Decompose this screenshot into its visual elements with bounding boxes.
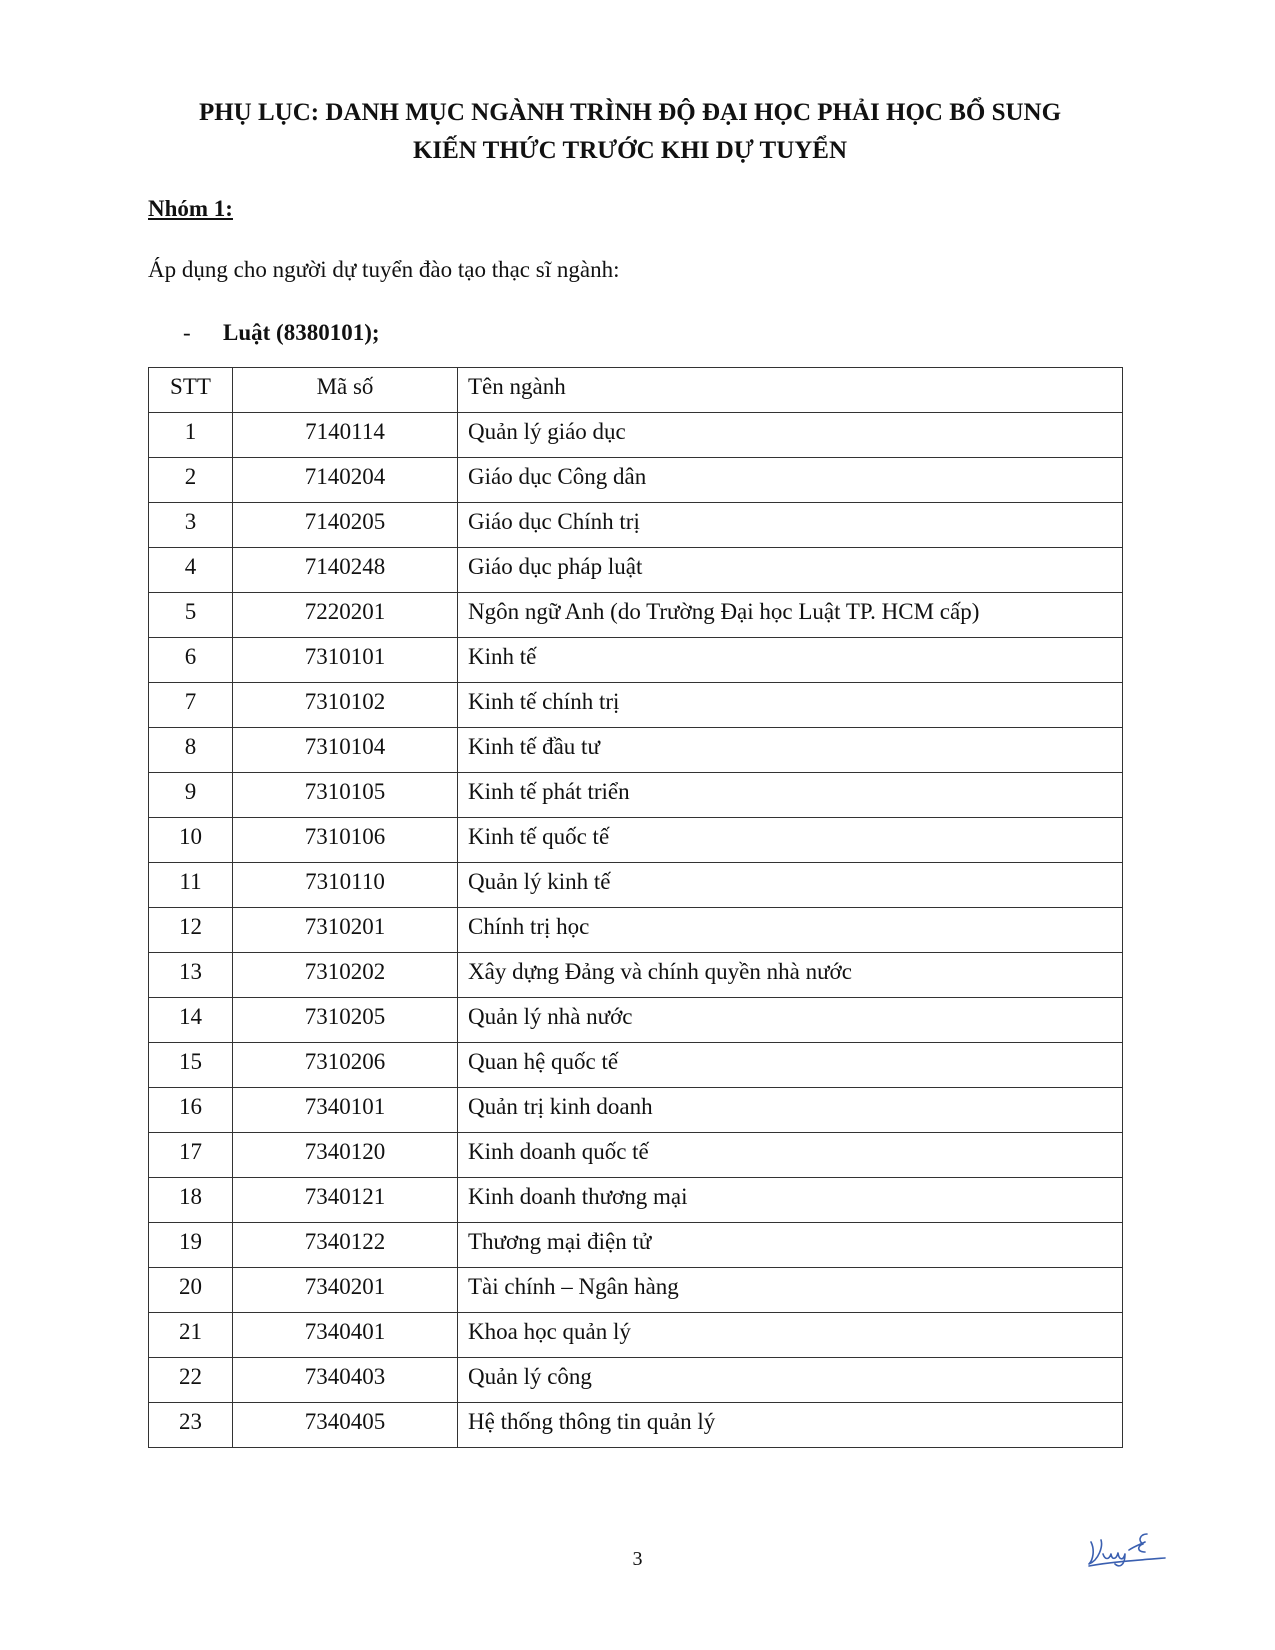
table-row — [149, 503, 1123, 548]
table-row — [149, 638, 1123, 683]
cell-code: 7310110 — [233, 863, 458, 908]
cell-name: Quản lý kinh tế — [458, 863, 1123, 908]
cell-stt: 19 — [149, 1223, 233, 1268]
cell-name: Kinh tế đầu tư — [458, 728, 1123, 773]
cell-name: Xây dựng Đảng và chính quyền nhà nước — [458, 953, 1123, 998]
cell-stt: 11 — [149, 863, 233, 908]
cell-name: Quản trị kinh doanh — [458, 1088, 1123, 1133]
cell-code: 7310102 — [233, 683, 458, 728]
cell-code: 7140248 — [233, 548, 458, 593]
table-row — [149, 548, 1123, 593]
cell-code: 7340101 — [233, 1088, 458, 1133]
cell-stt: 22 — [149, 1358, 233, 1403]
table-row — [149, 728, 1123, 773]
title-line-1: PHỤ LỤC: DANH MỤC NGÀNH TRÌNH ĐỘ ĐẠI HỌC PHẢI HỌC BỔ SUNG — [198, 99, 1062, 126]
cell-stt: 8 — [149, 728, 233, 773]
cell-name: Giáo dục pháp luật — [458, 548, 1123, 593]
table-row — [149, 1403, 1123, 1448]
majors-table — [148, 367, 1123, 1448]
cell-stt: 17 — [149, 1133, 233, 1178]
cell-stt: 20 — [149, 1268, 233, 1313]
cell-code: 7310106 — [233, 818, 458, 863]
cell-name: Chính trị học — [458, 908, 1123, 953]
table-header-row — [149, 368, 1123, 413]
table-row — [149, 458, 1123, 503]
document-title — [140, 94, 1120, 170]
header-stt: STT — [149, 368, 233, 413]
cell-code: 7310101 — [233, 638, 458, 683]
group-heading: Nhóm 1: — [148, 196, 233, 221]
table-row — [149, 908, 1123, 953]
cell-code: 7340201 — [233, 1268, 458, 1313]
table-row — [149, 1043, 1123, 1088]
table-row — [149, 998, 1123, 1043]
cell-name: Kinh doanh quốc tế — [458, 1133, 1123, 1178]
cell-stt: 5 — [149, 593, 233, 638]
table-row — [149, 863, 1123, 908]
title-line-2: KIẾN THỨC TRƯỚC KHI DỰ TUYỂN — [412, 137, 848, 164]
table-row — [149, 593, 1123, 638]
cell-stt: 10 — [149, 818, 233, 863]
signature-mark — [1085, 1520, 1167, 1570]
cell-name: Kinh tế chính trị — [458, 683, 1123, 728]
cell-name: Quản lý nhà nước — [458, 998, 1123, 1043]
cell-name: Quản lý giáo dục — [458, 413, 1123, 458]
cell-name: Kinh tế phát triển — [458, 773, 1123, 818]
table-row — [149, 953, 1123, 998]
cell-code: 7220201 — [233, 593, 458, 638]
table-row — [149, 1223, 1123, 1268]
header-name: Tên ngành — [458, 368, 1123, 413]
cell-stt: 18 — [149, 1178, 233, 1223]
cell-stt: 21 — [149, 1313, 233, 1358]
page-number: 3 — [632, 1548, 643, 1570]
cell-code: 7340121 — [233, 1178, 458, 1223]
cell-name: Giáo dục Công dân — [458, 458, 1123, 503]
cell-name: Kinh tế — [458, 638, 1123, 683]
cell-stt: 23 — [149, 1403, 233, 1448]
table-row — [149, 1313, 1123, 1358]
cell-name: Quan hệ quốc tế — [458, 1043, 1123, 1088]
cell-name: Hệ thống thông tin quản lý — [458, 1403, 1123, 1448]
cell-code: 7340403 — [233, 1358, 458, 1403]
cell-name: Giáo dục Chính trị — [458, 503, 1123, 548]
cell-stt: 7 — [149, 683, 233, 728]
cell-code: 7340120 — [233, 1133, 458, 1178]
cell-name: Quản lý công — [458, 1358, 1123, 1403]
bullet-item — [183, 320, 380, 346]
header-code: Mã số — [233, 368, 458, 413]
cell-code: 7310104 — [233, 728, 458, 773]
cell-stt: 14 — [149, 998, 233, 1043]
table-row — [149, 1268, 1123, 1313]
table-row — [149, 1088, 1123, 1133]
cell-code: 7340405 — [233, 1403, 458, 1448]
cell-stt: 2 — [149, 458, 233, 503]
cell-code: 7310105 — [233, 773, 458, 818]
bullet-dash: - — [183, 320, 191, 345]
cell-name: Tài chính – Ngân hàng — [458, 1268, 1123, 1313]
cell-code: 7340401 — [233, 1313, 458, 1358]
cell-code: 7310202 — [233, 953, 458, 998]
table-body — [149, 413, 1123, 1448]
cell-code: 7310205 — [233, 998, 458, 1043]
cell-name: Kinh tế quốc tế — [458, 818, 1123, 863]
cell-stt: 4 — [149, 548, 233, 593]
bullet-text: Luật (8380101); — [223, 320, 380, 345]
cell-name: Ngôn ngữ Anh (do Trường Đại học Luật TP. HCM cấp) — [458, 593, 1123, 638]
cell-name: Khoa học quản lý — [458, 1313, 1123, 1358]
cell-code: 7310206 — [233, 1043, 458, 1088]
cell-code: 7340122 — [233, 1223, 458, 1268]
cell-code: 7140204 — [233, 458, 458, 503]
cell-code: 7140205 — [233, 503, 458, 548]
table-row — [149, 683, 1123, 728]
table-row — [149, 1358, 1123, 1403]
cell-stt: 16 — [149, 1088, 233, 1133]
table-row — [149, 1178, 1123, 1223]
cell-name: Kinh doanh thương mại — [458, 1178, 1123, 1223]
table-row — [149, 773, 1123, 818]
cell-code: 7140114 — [233, 413, 458, 458]
cell-stt: 9 — [149, 773, 233, 818]
cell-name: Thương mại điện tử — [458, 1223, 1123, 1268]
cell-stt: 15 — [149, 1043, 233, 1088]
cell-code: 7310201 — [233, 908, 458, 953]
cell-stt: 3 — [149, 503, 233, 548]
cell-stt: 13 — [149, 953, 233, 998]
cell-stt: 6 — [149, 638, 233, 683]
cell-stt: 1 — [149, 413, 233, 458]
table-row — [149, 818, 1123, 863]
table-row — [149, 413, 1123, 458]
table-row — [149, 1133, 1123, 1178]
intro-text: Áp dụng cho người dự tuyển đào tạo thạc sĩ ngành: — [148, 257, 620, 282]
cell-stt: 12 — [149, 908, 233, 953]
